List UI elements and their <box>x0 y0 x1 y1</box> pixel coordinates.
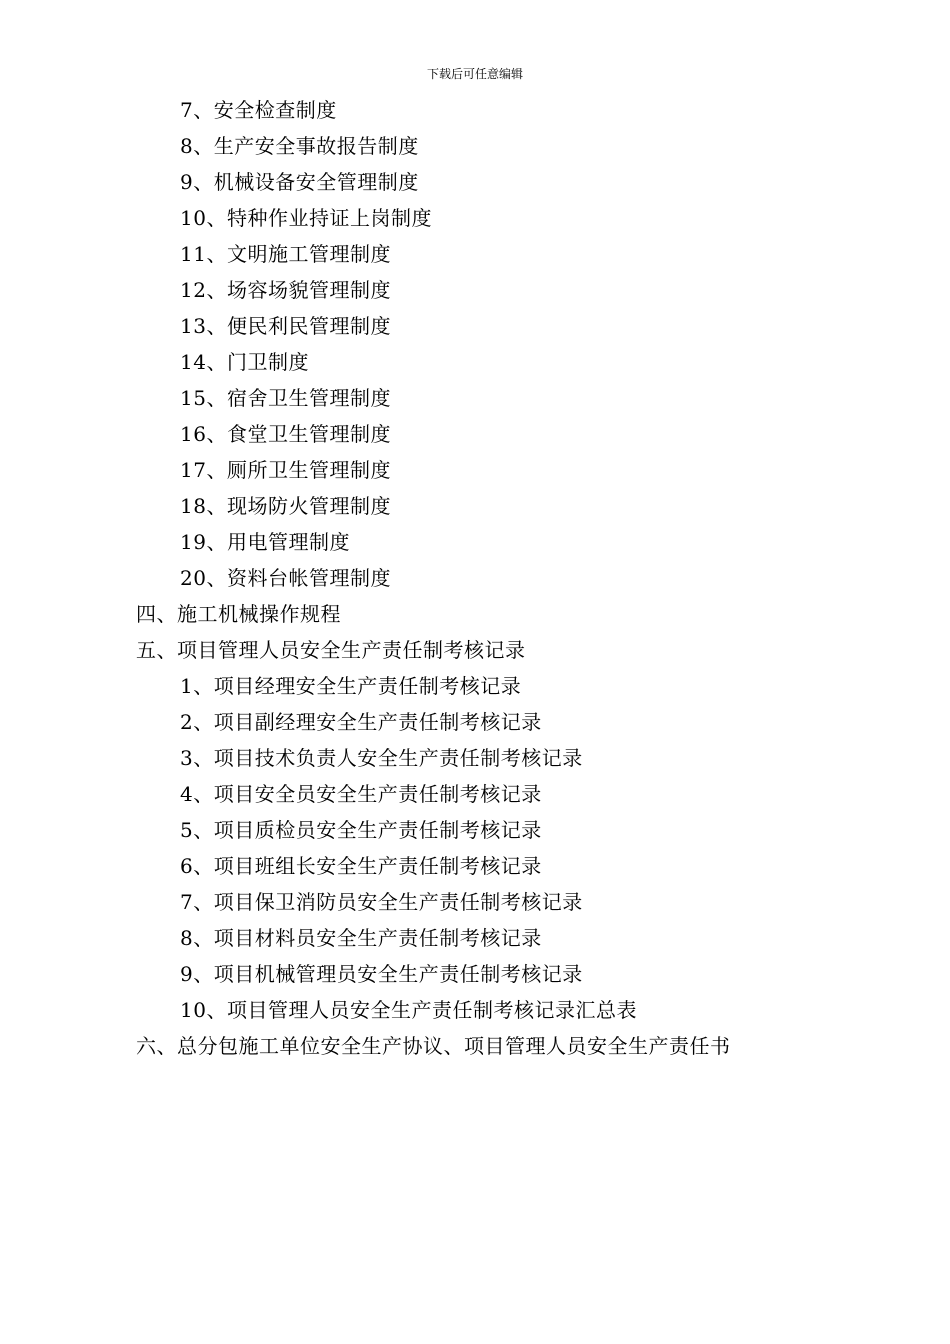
toc-item: 8、生产安全事故报告制度 <box>180 134 419 158</box>
toc-lines <box>0 92 950 1064</box>
toc-item: 19、用电管理制度 <box>180 530 350 554</box>
toc-item: 7、安全检查制度 <box>180 98 337 122</box>
toc-item: 11、文明施工管理制度 <box>180 242 391 266</box>
toc-item: 15、宿舍卫生管理制度 <box>180 386 391 410</box>
toc-item: 16、食堂卫生管理制度 <box>180 422 391 446</box>
toc-item: 6、项目班组长安全生产责任制考核记录 <box>180 854 542 878</box>
toc-item: 9、项目机械管理员安全生产责任制考核记录 <box>180 962 583 986</box>
toc-item: 12、场容场貌管理制度 <box>180 278 391 302</box>
toc-item: 10、特种作业持证上岗制度 <box>180 206 432 230</box>
toc-section-heading: 四、施工机械操作规程 <box>136 602 341 626</box>
toc-item: 1、项目经理安全生产责任制考核记录 <box>180 674 522 698</box>
toc-item: 10、项目管理人员安全生产责任制考核记录汇总表 <box>180 998 637 1022</box>
toc-item: 13、便民利民管理制度 <box>180 314 391 338</box>
toc-item: 14、门卫制度 <box>180 350 309 374</box>
toc-item: 9、机械设备安全管理制度 <box>180 170 419 194</box>
page-header: 下载后可任意编辑 <box>426 67 523 81</box>
toc-item: 3、项目技术负责人安全生产责任制考核记录 <box>180 746 583 770</box>
toc-item: 5、项目质检员安全生产责任制考核记录 <box>180 818 542 842</box>
toc-item: 2、项目副经理安全生产责任制考核记录 <box>180 710 542 734</box>
toc-item: 8、项目材料员安全生产责任制考核记录 <box>180 926 542 950</box>
toc-item: 17、厕所卫生管理制度 <box>180 458 391 482</box>
table-of-contents <box>0 92 950 1064</box>
toc-section-heading: 五、项目管理人员安全生产责任制考核记录 <box>136 638 526 662</box>
toc-item: 4、项目安全员安全生产责任制考核记录 <box>180 782 542 806</box>
toc-item: 18、现场防火管理制度 <box>180 494 391 518</box>
toc-item: 20、资料台帐管理制度 <box>180 566 391 590</box>
toc-section-heading: 六、总分包施工单位安全生产协议、项目管理人员安全生产责任书 <box>136 1034 731 1058</box>
toc-item: 7、项目保卫消防员安全生产责任制考核记录 <box>180 890 583 914</box>
